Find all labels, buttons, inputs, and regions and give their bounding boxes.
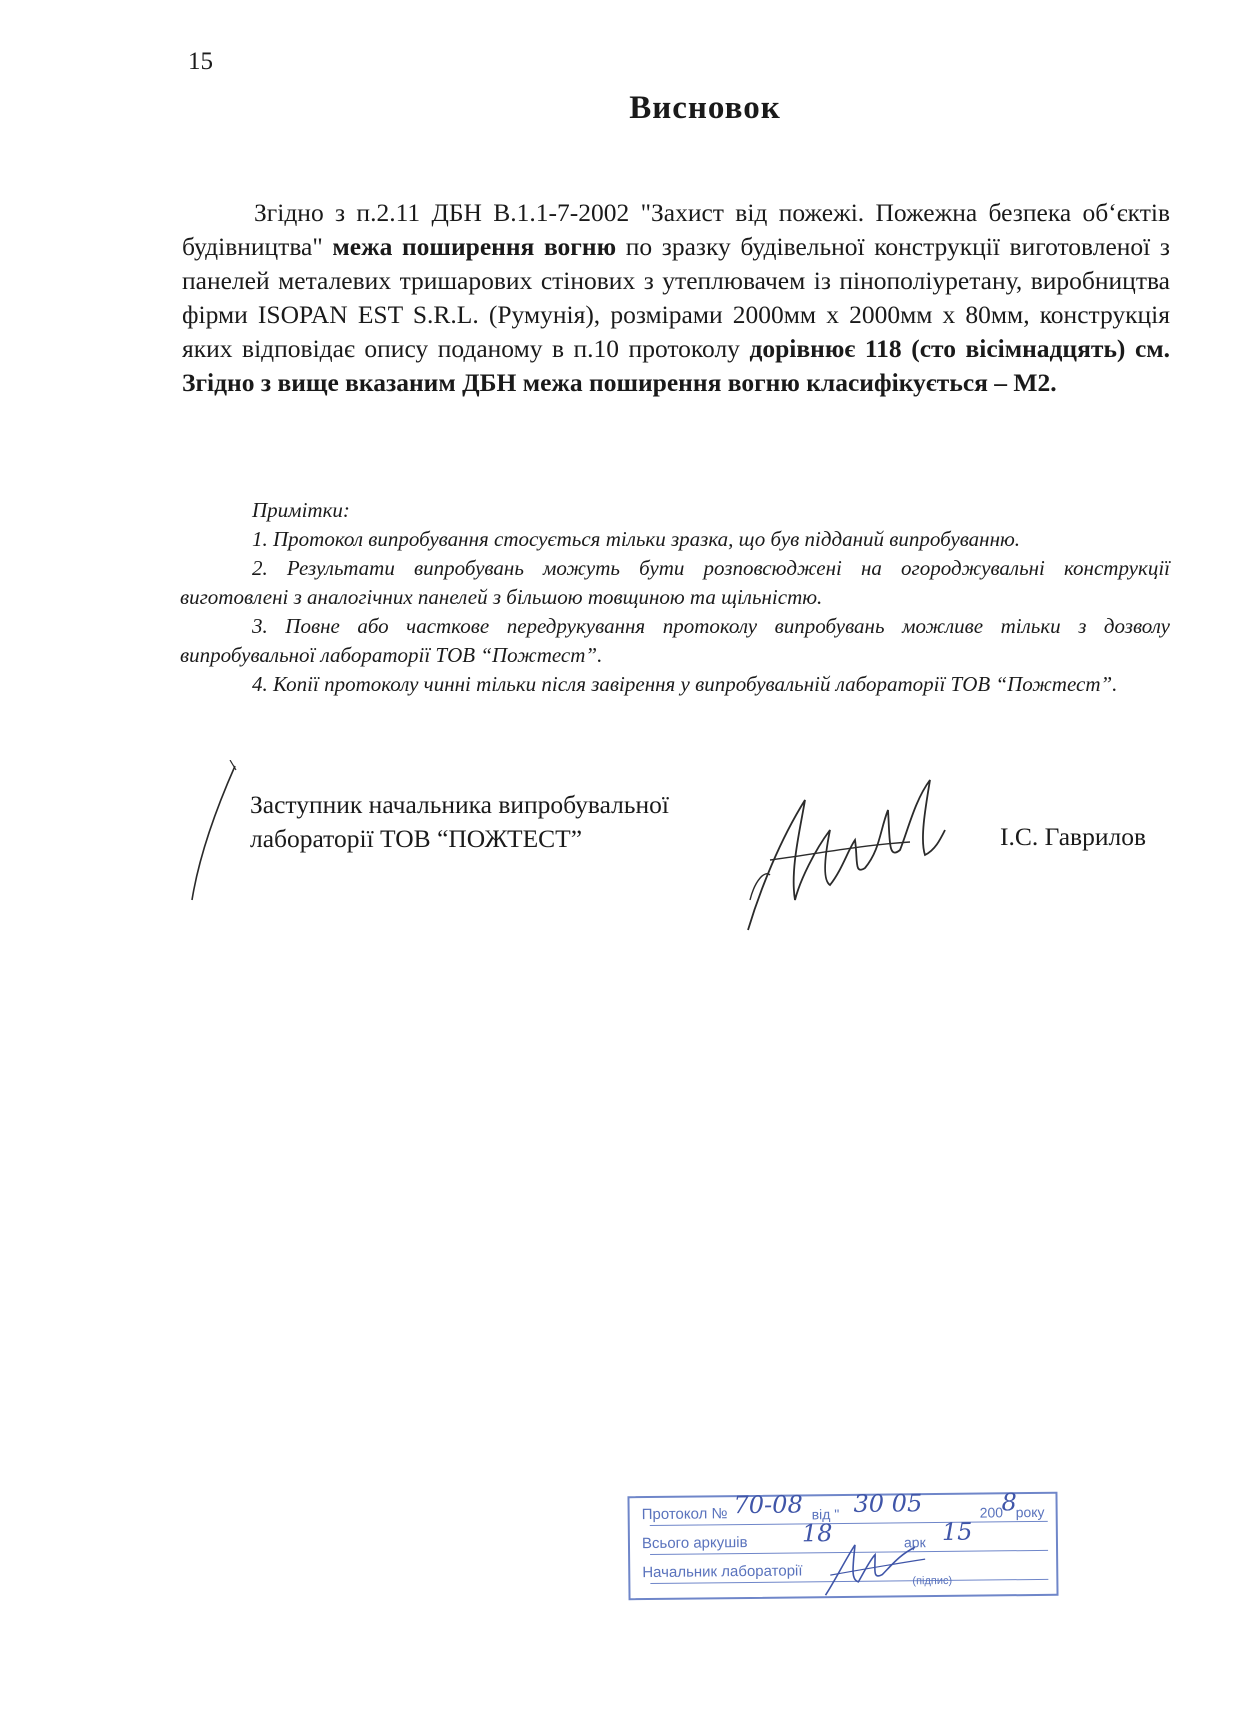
signature-position-line-2: лабораторії ТОВ “ПОЖТЕСТ” xyxy=(250,824,583,853)
stamp-year-suffix: року xyxy=(1015,1503,1045,1521)
page-number: 15 xyxy=(188,48,213,75)
stamp-year-digit: 8 xyxy=(1001,1488,1017,1517)
stamp-protocol-label: Протокол № xyxy=(641,1505,728,1524)
stamp-head-label: Начальник лабораторії xyxy=(642,1562,803,1582)
note-item: 3. Повне або часткове передрукування протоколу випробувань можливе тільки з дозволу випробувальної лабораторії ТОВ “Пожтест”. xyxy=(180,614,1170,667)
stamp-sheets-page: 15 xyxy=(941,1517,973,1546)
stamp-protocol-number: 70-08 xyxy=(733,1490,803,1520)
notes-title: Примітки: xyxy=(252,498,350,522)
stamp-sheets-mid: арк xyxy=(903,1534,926,1551)
stamp-from-label: від " xyxy=(811,1506,840,1523)
note-item: 4. Копії протоколу чинні тільки після завірення у випробувальній лабораторії ТОВ “Пожтест”. xyxy=(252,672,1118,696)
stamp-year-prefix: 200 xyxy=(979,1504,1004,1521)
notes-section xyxy=(180,496,1170,699)
conclusion-text-2: по зразку будівельної конструкції виготовленої з панелей металевих тришарових стінових з утеплювачем із пінополіуретану, виробництва фірми ISOPAN EST S.R.L. (Румунія), розмірами 2000мм х 2000мм х 80мм, конструкція яких відповідає опису поданому в п.10 протоколу xyxy=(182,232,1170,363)
stamp-protocol-date: 30 05 xyxy=(853,1489,923,1518)
stamp-sheets-label: Всього аркушів xyxy=(641,1534,748,1553)
conclusion-paragraph xyxy=(182,196,1170,400)
note-item: 1. Протокол випробування стосується тільки зразка, що був підданий випробуванню. xyxy=(252,527,1021,551)
document-title: Висновок xyxy=(629,90,781,126)
laboratory-stamp xyxy=(627,1488,1058,1600)
note-item: 2. Результати випробувань можуть бути розповсюджені на огороджувальні конструкції виготовлені з аналогічних панелей з більшою товщиною та щільністю. xyxy=(180,556,1170,609)
stamp-signature-icon xyxy=(820,1539,931,1600)
stamp-head-caption: (підпис) xyxy=(912,1574,953,1588)
conclusion-text-1: Згідно з п.2.11 ДБН В.1.1-7-2002 "Захист від пожежі. Пожежна безпека об‘єктів будівництва" xyxy=(182,198,1170,261)
handwritten-signature xyxy=(730,770,970,940)
signer-name: І.С. Гаврилов xyxy=(1000,822,1147,851)
signature-position-line-1: Заступник начальника випробувальної xyxy=(250,790,669,819)
conclusion-bold-2: дорівнює 118 (сто вісімнадцять) см. Згідно з вище вказаним ДБН межа поширення вогню класифікується – М2. xyxy=(182,334,1171,397)
handwritten-bracket-mark xyxy=(180,760,240,910)
conclusion-bold-1: межа поширення вогню xyxy=(332,232,617,261)
stamp-sheets-total: 18 xyxy=(801,1519,833,1548)
signature-position xyxy=(250,788,770,856)
